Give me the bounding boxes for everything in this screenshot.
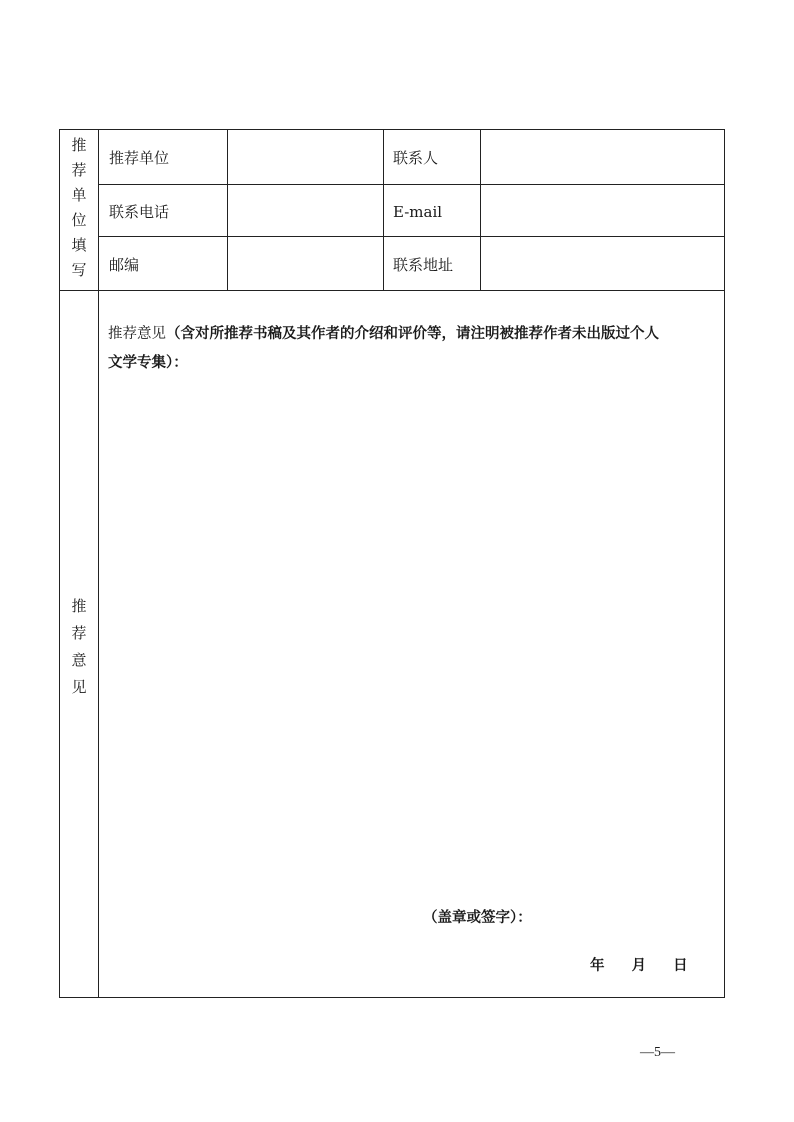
contact-person-field[interactable] (490, 148, 720, 168)
section-divider (60, 290, 724, 291)
column-divider (98, 130, 99, 997)
label-char: 单 (71, 186, 87, 204)
label-char: 意 (71, 651, 87, 669)
date-month-label: 月 (631, 958, 647, 974)
postcode-label: 邮编 (109, 256, 140, 274)
label-char: 见 (71, 678, 87, 696)
opinion-prompt (108, 320, 718, 378)
recommendation-form-table (59, 129, 725, 998)
date-line (590, 954, 688, 975)
phone-field[interactable] (236, 202, 376, 222)
recommending-unit-field[interactable] (236, 148, 376, 168)
date-year-label: 年 (590, 958, 605, 974)
row-divider (98, 184, 724, 185)
email-label: E-mail (393, 203, 443, 221)
label-char: 推 (71, 136, 87, 154)
address-field[interactable] (490, 255, 720, 275)
email-field[interactable] (490, 202, 720, 222)
column-divider (227, 130, 228, 290)
column-divider (480, 130, 481, 290)
label-char: 填 (71, 236, 87, 254)
postcode-field[interactable] (236, 255, 376, 275)
label-char: 荐 (71, 624, 87, 642)
row-divider (98, 236, 724, 237)
opinion-prompt-line2: 文学专集）： (108, 355, 188, 371)
label-char: 位 (71, 211, 87, 229)
address-label: 联系地址 (393, 256, 454, 274)
recommending-unit-label: 推荐单位 (109, 149, 170, 167)
opinion-prompt-line1: （含对所推荐书稿及其作者的介绍和评价等，请注明被推荐作者未出版过个人 (166, 326, 659, 342)
label-char: 荐 (71, 161, 87, 179)
opinion-section-label (60, 593, 98, 701)
label-char: 推 (71, 597, 87, 615)
column-divider (383, 130, 384, 290)
unit-section-label (60, 133, 98, 283)
page-number: —5— (640, 1045, 675, 1060)
seal-or-signature-label: （盖章或签字）： (423, 910, 532, 926)
date-day-label: 日 (673, 958, 688, 974)
label-char: 写 (71, 261, 87, 279)
opinion-prompt-lead: 推荐意见 (108, 326, 166, 342)
contact-person-label: 联系人 (393, 149, 439, 167)
phone-label: 联系电话 (109, 203, 170, 221)
